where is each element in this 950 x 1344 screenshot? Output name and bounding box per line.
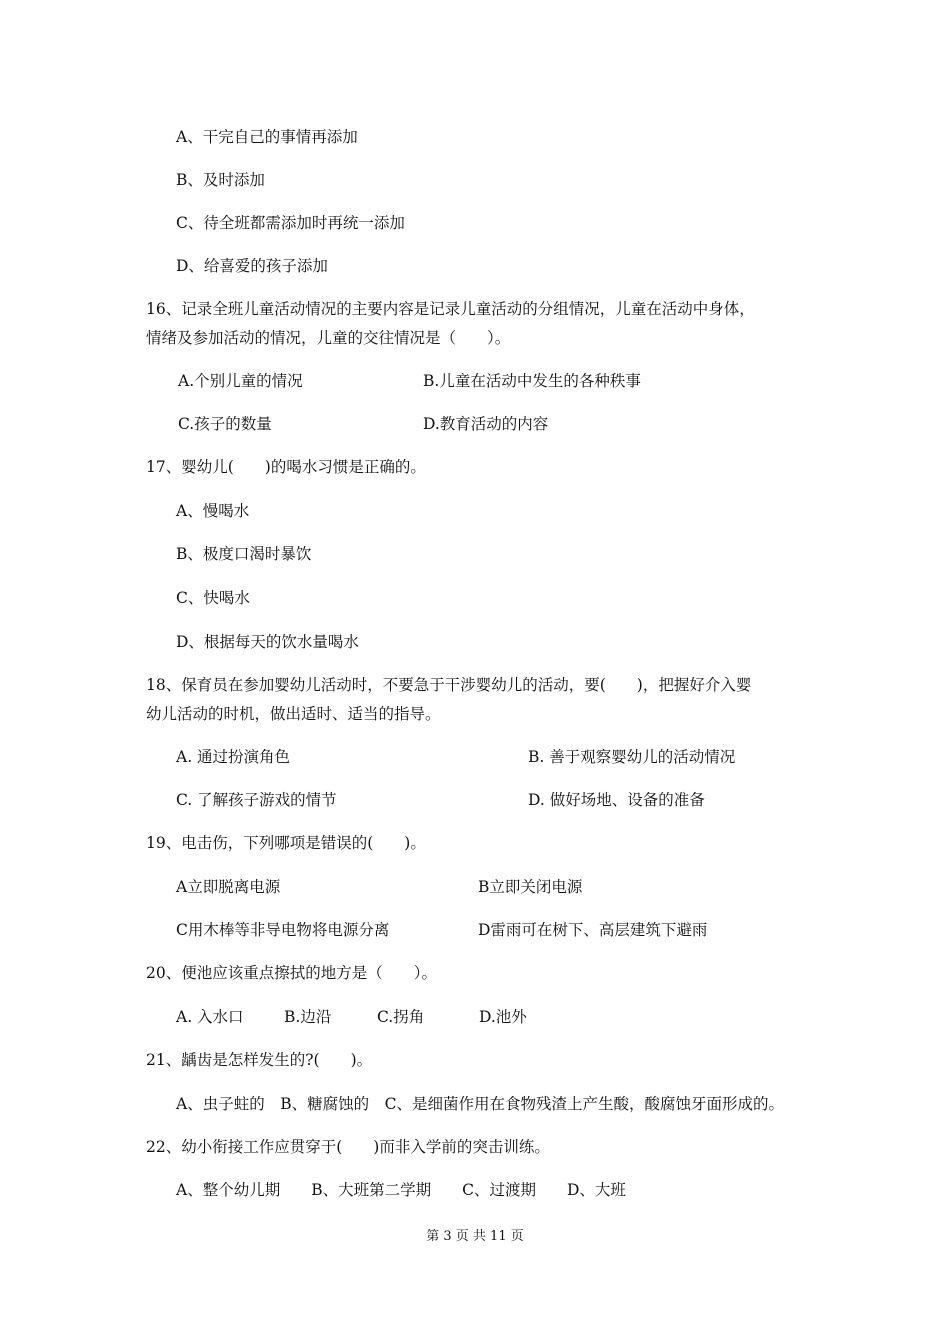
q21-options: A、虫子蛀的 B、糖腐蚀的 C、是细菌作用在食物残渣上产生酸，酸腐蚀牙面形成的。 bbox=[176, 1095, 784, 1113]
q19-stem: 19、电击伤，下列哪项是错误的( )。 bbox=[146, 834, 426, 852]
q16-option-d: D.教育活动的内容 bbox=[423, 415, 549, 433]
q20-option-b: B.边沿 bbox=[284, 1008, 332, 1026]
q18-option-a: A. 通过扮演角色 bbox=[176, 748, 291, 766]
q16-option-c: C.孩子的数量 bbox=[178, 415, 272, 433]
q15-option-b: B、及时添加 bbox=[176, 171, 265, 189]
q18-option-d: D. 做好场地、设备的准备 bbox=[528, 791, 705, 809]
q22-stem: 22、幼小衔接工作应贯穿于( )而非入学前的突击训练。 bbox=[146, 1138, 550, 1156]
q16-option-a: A.个别儿童的情况 bbox=[178, 372, 303, 390]
q18-stem-line2: 幼儿活动的时机，做出适时、适当的指导。 bbox=[146, 705, 441, 723]
q16-stem-line2: 情绪及参加活动的情况，儿童的交往情况是（ ）。 bbox=[146, 329, 511, 347]
q17-option-b: B、极度口渴时暴饮 bbox=[176, 545, 312, 563]
q20-option-c: C.拐角 bbox=[377, 1008, 425, 1026]
q17-option-c: C、快喝水 bbox=[176, 589, 250, 607]
q21-stem: 21、龋齿是怎样发生的?( )。 bbox=[146, 1051, 373, 1069]
q15-option-c: C、待全班都需添加时再统一添加 bbox=[176, 214, 405, 232]
q16-option-b: B.儿童在活动中发生的各种秩事 bbox=[423, 372, 641, 390]
q17-stem: 17、婴幼儿( )的喝水习惯是正确的。 bbox=[146, 458, 426, 476]
q19-option-c: C用木棒等非导电物将电源分离 bbox=[176, 921, 390, 939]
page-number-footer: 第 3 页 共 11 页 bbox=[426, 1229, 524, 1244]
q19-option-a: A立即脱离电源 bbox=[176, 878, 281, 896]
q17-option-d: D、根据每天的饮水量喝水 bbox=[176, 633, 359, 651]
q20-option-d: D.池外 bbox=[479, 1008, 527, 1026]
q18-option-b: B. 善于观察婴幼儿的活动情况 bbox=[528, 748, 736, 766]
q19-option-b: B立即关闭电源 bbox=[478, 878, 583, 896]
q17-option-a: A、慢喝水 bbox=[176, 502, 250, 520]
q15-option-a: A、干完自己的事情再添加 bbox=[176, 128, 358, 146]
q20-option-a: A. 入水口 bbox=[176, 1008, 244, 1026]
q19-option-d: D雷雨可在树下、高层建筑下避雨 bbox=[478, 921, 708, 939]
q20-stem: 20、便池应该重点擦拭的地方是（ ）。 bbox=[146, 964, 437, 982]
q18-option-c: C. 了解孩子游戏的情节 bbox=[176, 791, 337, 809]
q15-option-d: D、给喜爱的孩子添加 bbox=[176, 257, 328, 275]
q18-stem-line1: 18、保育员在参加婴幼儿活动时，不要急于干涉婴幼儿的活动，要( )，把握好介入婴 bbox=[146, 676, 752, 694]
q16-stem-line1: 16、记录全班儿童活动情况的主要内容是记录儿童活动的分组情况，儿童在活动中身体， bbox=[146, 300, 755, 318]
q22-options: A、整个幼儿期 B、大班第二学期 C、过渡期 D、大班 bbox=[176, 1181, 626, 1199]
